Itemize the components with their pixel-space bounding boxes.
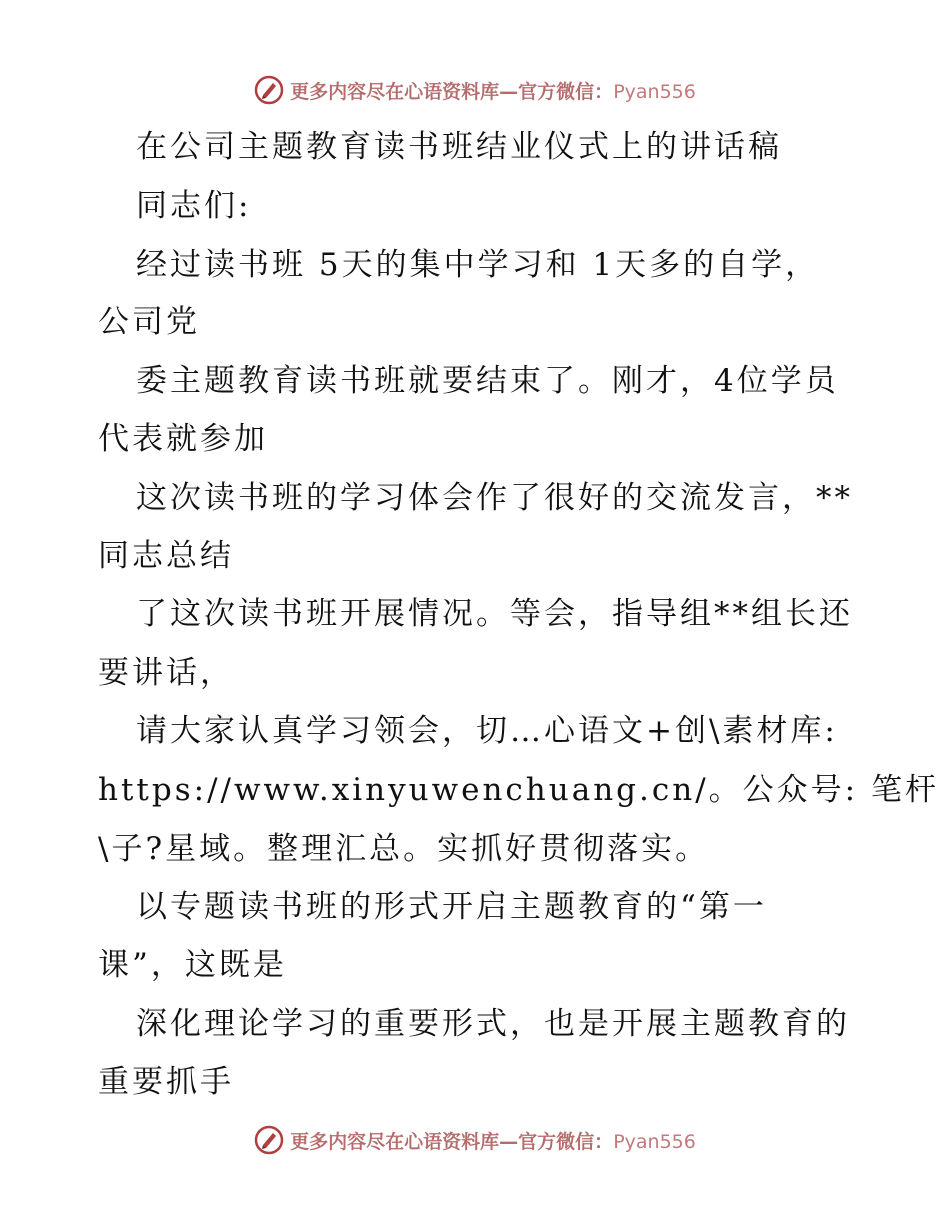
paragraph-line: https://www.xinyuwenchuang.cn/。公众号: 笔杆: [98, 772, 939, 808]
pen-logo-icon: [254, 1125, 284, 1155]
paragraph-line: 了这次读书班开展情况。等会，指导组**组长还: [136, 596, 853, 632]
paragraph-line: 这次读书班的学习体会作了很好的交流发言，**: [136, 480, 853, 516]
paragraph-line: 请大家认真学习领会，切…心语文+创\素材库:: [136, 713, 838, 749]
paragraph-line: 同志总结: [98, 538, 234, 574]
paragraph-line: 重要抓手: [98, 1064, 234, 1100]
salutation: 同志们:: [136, 188, 252, 224]
watermark-text: 更多内容尽在心语资料库—官方微信：Pyan556: [290, 1130, 696, 1153]
watermark-text: 更多内容尽在心语资料库—官方微信：Pyan556: [290, 80, 696, 103]
paragraph-line: 委主题教育读书班就要结束了。刚才，4位学员: [136, 363, 839, 399]
footer-watermark: [0, 1122, 950, 1158]
paragraph-line: 公司党: [98, 304, 200, 340]
paragraph-line: 要讲话，: [98, 655, 234, 691]
paragraph-line: 经过读书班 5天的集中学习和 1天多的自学，: [136, 247, 820, 283]
paragraph-line: 以专题读书班的形式开启主题教育的“第一: [136, 889, 767, 925]
paragraph-line: 课”，这既是: [98, 947, 287, 983]
paragraph-line: 代表就参加: [98, 421, 268, 457]
paragraph-line: \子?星域。整理汇总。实抓好贯彻落实。: [98, 831, 710, 867]
document-title: 在公司主题教育读书班结业仪式上的讲话稿: [136, 129, 782, 165]
paragraph-line: 深化理论学习的重要形式，也是开展主题教育的: [136, 1006, 850, 1042]
